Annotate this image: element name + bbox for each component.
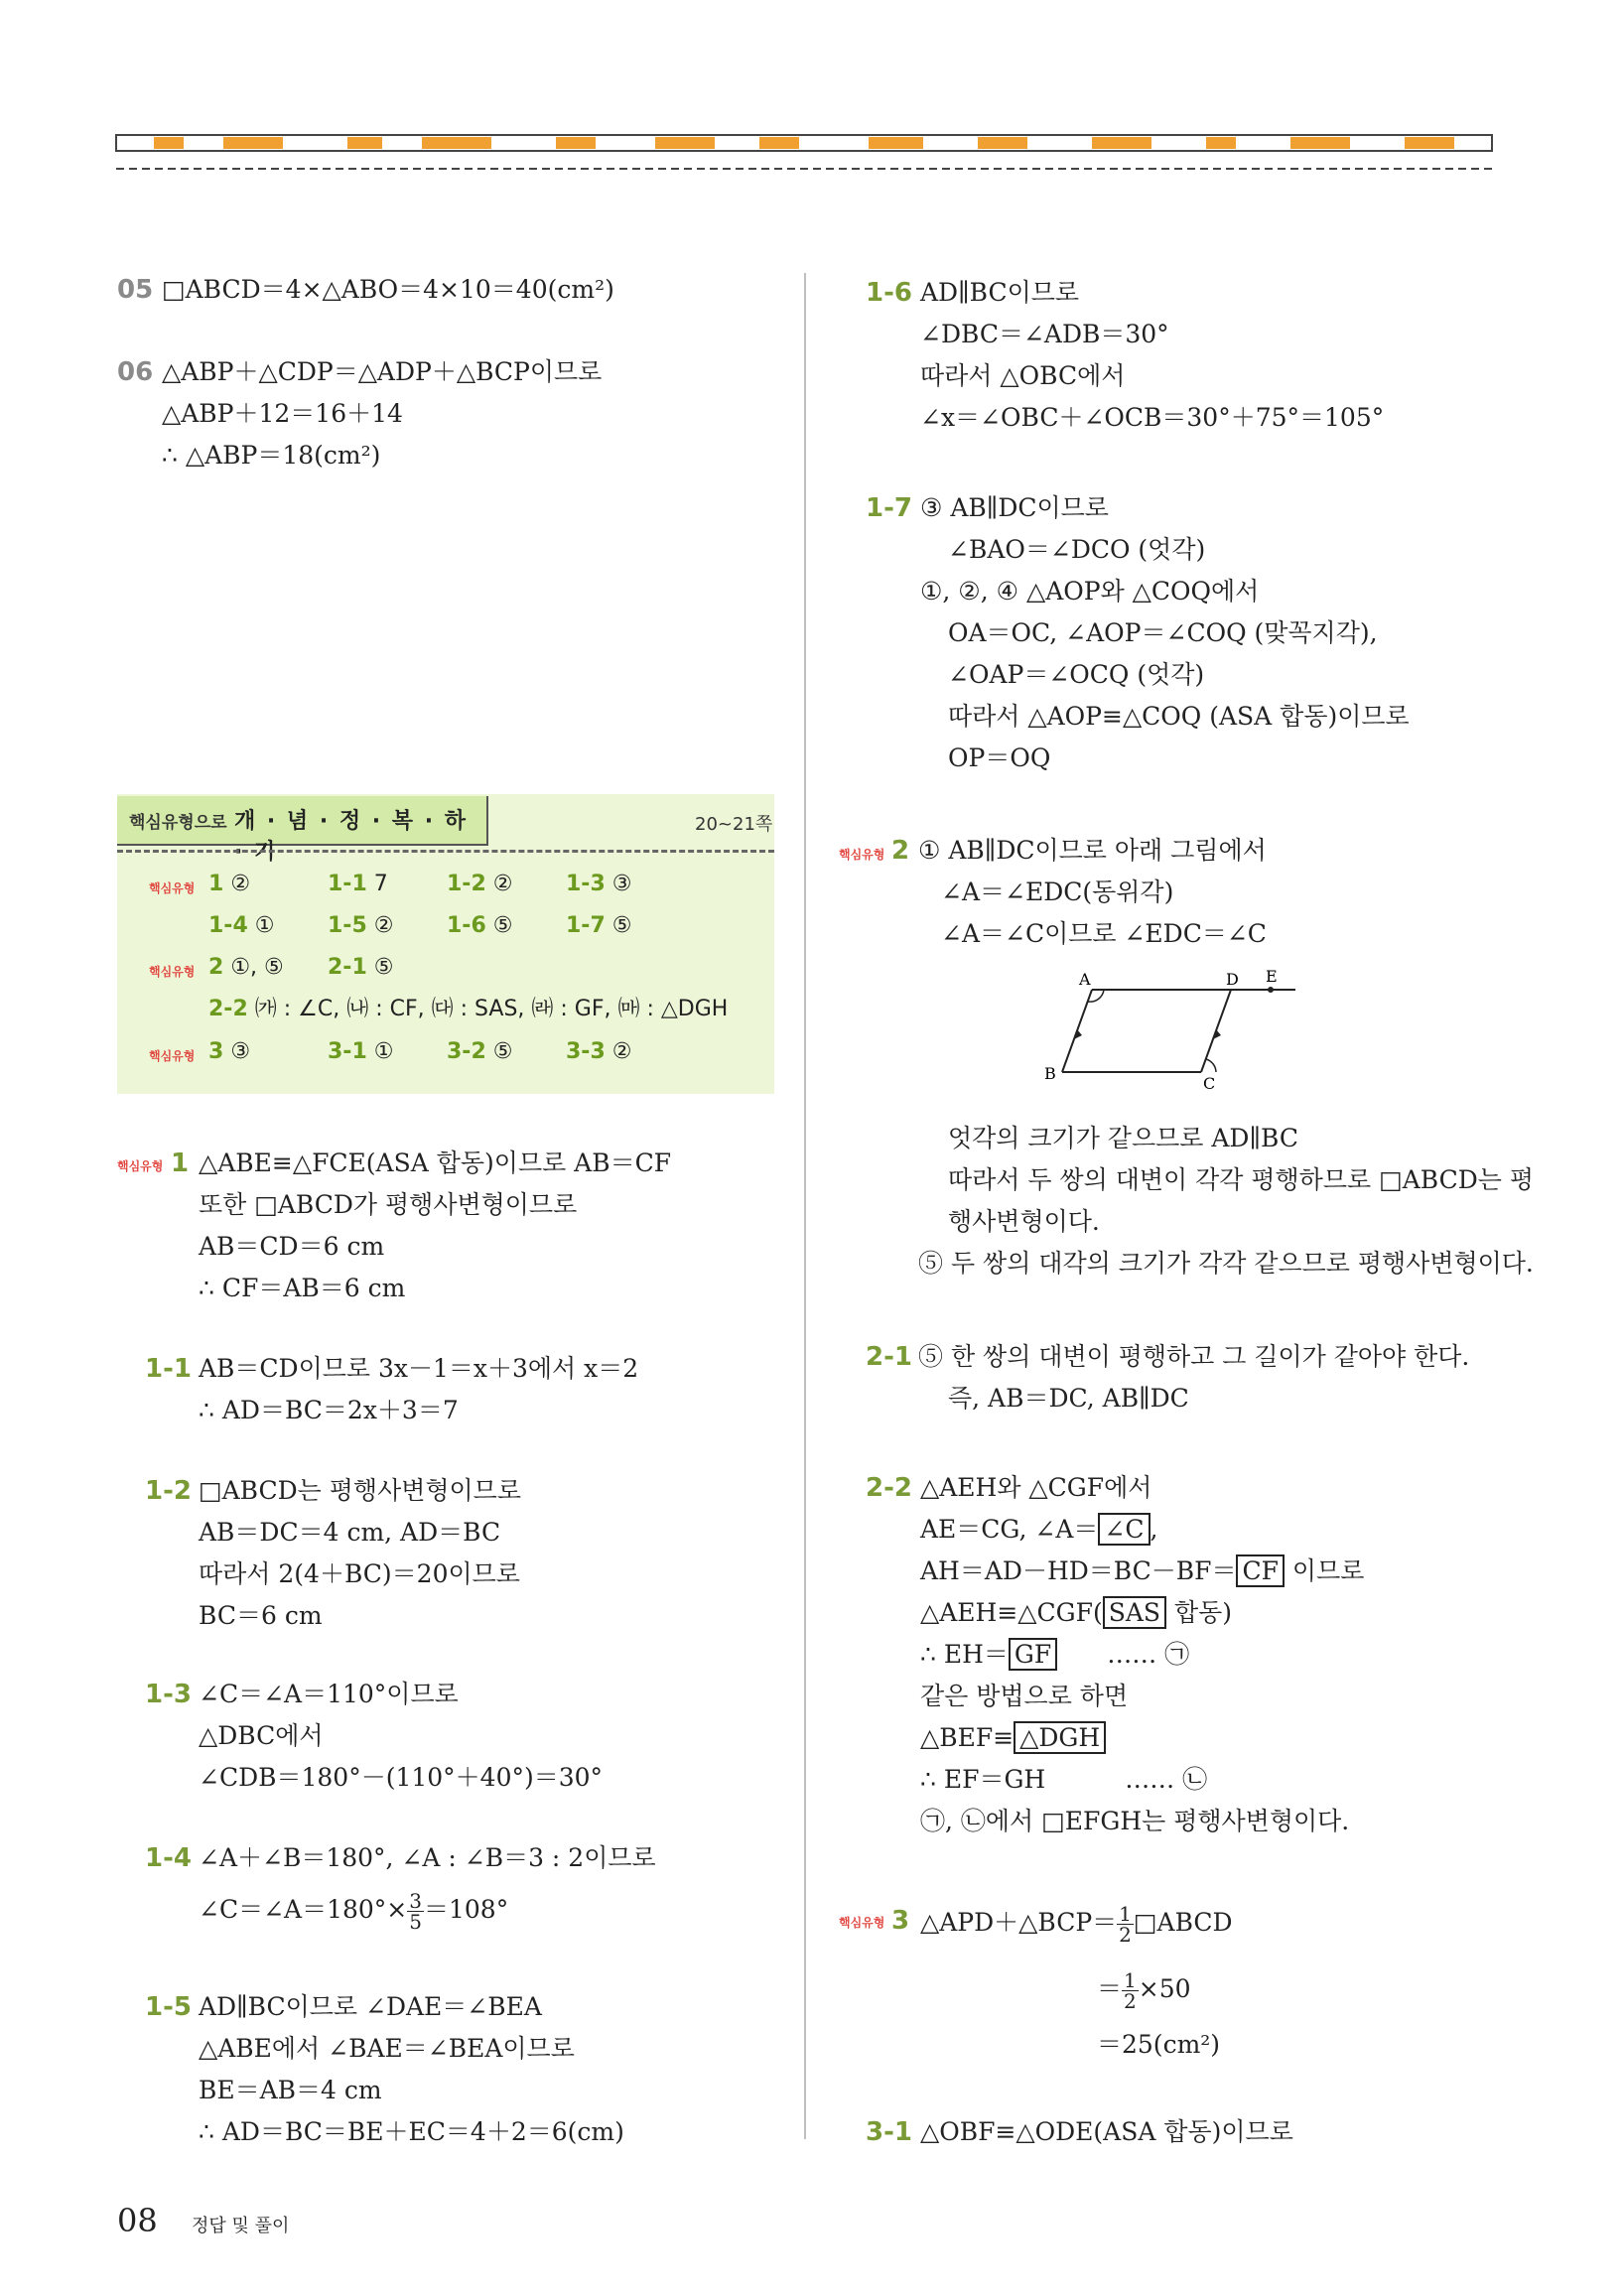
answer-value: ② xyxy=(230,872,251,896)
answer-box: GF xyxy=(1009,1638,1057,1671)
fraction xyxy=(407,1891,424,1932)
problem-number: 1-1 xyxy=(145,1354,192,1384)
expression-text: ×50 xyxy=(1138,1974,1191,2003)
answer-key: 3 xyxy=(208,1039,224,1064)
solution-line: ∴ CF＝AB＝6 cm xyxy=(199,1274,406,1302)
answer-item xyxy=(208,953,284,983)
problem-number: 2 xyxy=(891,836,910,866)
answer-key: 1-3 xyxy=(566,872,606,896)
solution-line: AD∥BC이므로 xyxy=(920,278,1080,307)
fraction-denominator: 2 xyxy=(1124,1989,1137,2013)
core-type-tag: 핵심유형 xyxy=(839,848,885,862)
solution-line: AB＝CD이므로 3x－1＝x＋3에서 x＝2 xyxy=(199,1354,639,1383)
answer-item xyxy=(447,870,512,899)
expression-text: 이므로 xyxy=(1284,1556,1365,1585)
solution-line: AD∥BC이므로 ∠DAE＝∠BEA xyxy=(199,1992,542,2021)
label-d: D xyxy=(1226,970,1239,989)
answer-item xyxy=(208,995,728,1024)
answer-box: ∠C xyxy=(1098,1513,1150,1546)
problem-number: 06 xyxy=(117,357,154,387)
answer-key: 2-1 xyxy=(328,955,367,980)
solution-line: △ABP＋△CDP＝△ADP＋△BCP이므로 xyxy=(162,357,603,386)
answer-key: 1-2 xyxy=(447,872,486,896)
solution-line xyxy=(920,1596,1232,1630)
solution-line: ∴ AD＝BC＝2x＋3＝7 xyxy=(199,1396,459,1424)
solution-line: △ABE에서 ∠BAE＝∠BEA이므로 xyxy=(199,2034,575,2063)
answer-key: 3-3 xyxy=(566,1039,606,1064)
answer-page-range: 20~21쪽 xyxy=(695,814,773,835)
answer-key: 1-5 xyxy=(328,913,367,938)
answer-item xyxy=(208,870,250,899)
answer-value: ② xyxy=(492,872,513,896)
solution-line: □ABCD는 평행사변형이므로 xyxy=(199,1476,521,1505)
expression-text: △BEF≡ xyxy=(920,1723,1015,1752)
solution-line xyxy=(920,1554,1364,1588)
solution-line: △AEH와 △CGF에서 xyxy=(920,1473,1152,1502)
solution-line: □ABCD＝4×△ABO＝4×10＝40(cm²) xyxy=(162,275,614,304)
problem-number: 1-7 xyxy=(866,493,912,523)
problem-number: 05 xyxy=(117,275,154,305)
solution-line: 엇각의 크기가 같으므로 AD∥BC xyxy=(948,1124,1298,1152)
expression-text: △APD＋△BCP＝ xyxy=(920,1908,1118,1937)
expression-text: ＝ xyxy=(1097,1974,1123,2003)
problem-number: 2-2 xyxy=(866,1473,912,1503)
solution-line: 행사변형이다. xyxy=(948,1207,1100,1236)
expression-text: AE＝CG, ∠A＝ xyxy=(920,1515,1099,1544)
solution-line: ∠A＝∠EDC(동위각) xyxy=(941,878,1174,906)
solution-line: 따라서 △OBC에서 xyxy=(920,361,1126,390)
answer-value: ⑤ xyxy=(492,913,513,938)
expression-text: ∠C＝∠A＝180°× xyxy=(199,1895,408,1924)
answer-value: ③ xyxy=(230,1039,251,1064)
solution-line: ∠x＝∠OBC＋∠OCB＝30°＋75°＝105° xyxy=(920,403,1385,432)
problem-number: 3 xyxy=(891,1906,910,1936)
answer-value: ① xyxy=(254,913,275,938)
label-e: E xyxy=(1266,968,1278,986)
core-type-tag: 핵심유형 xyxy=(149,965,196,979)
solution-line: ③ AB∥DC이므로 xyxy=(920,493,1109,522)
answer-box: SAS xyxy=(1103,1596,1166,1629)
answer-item xyxy=(208,1037,250,1067)
label-c: C xyxy=(1203,1074,1216,1093)
solution-line: △DBC에서 xyxy=(199,1721,324,1750)
problem-number: 1-5 xyxy=(145,1992,192,2022)
solution-line: △ABP＋12＝16＋14 xyxy=(162,399,403,428)
answer-key: 1 xyxy=(208,872,224,896)
answer-value: ①, ⑤ xyxy=(230,955,284,980)
fraction-numerator: 1 xyxy=(1124,1968,1137,1992)
solution-line: ①, ②, ④ △AOP와 △COQ에서 xyxy=(920,577,1260,606)
expression-text: ∴ EH＝ xyxy=(920,1640,1009,1669)
solution-line: △ABE≡△FCE(ASA 합동)이므로 AB＝CF xyxy=(199,1148,672,1177)
answer-item xyxy=(328,1037,393,1067)
solution-line xyxy=(920,1721,1106,1755)
core-type-tag: 핵심유형 xyxy=(117,1159,164,1173)
solution-line: ＝25(cm²) xyxy=(1097,2030,1221,2059)
answer-value: ⑤ xyxy=(373,955,394,980)
answer-key: 1-7 xyxy=(566,913,606,938)
solution-line: OA＝OC, ∠AOP＝∠COQ (맞꼭지각), xyxy=(948,618,1378,647)
label-b: B xyxy=(1044,1064,1056,1083)
expression-text: ＝108° xyxy=(423,1895,509,1924)
fraction-numerator: 3 xyxy=(409,1889,422,1913)
fraction-denominator: 5 xyxy=(409,1910,422,1934)
solution-line: ∠CDB＝180°－(110°＋40°)＝30° xyxy=(199,1763,604,1792)
answer-item xyxy=(328,953,393,983)
expression-text: △AEH≡△CGF( xyxy=(920,1598,1103,1627)
solution-line: AB＝CD＝6 cm xyxy=(199,1232,385,1261)
answer-key: 3-1 xyxy=(328,1039,367,1064)
answer-item xyxy=(208,911,274,941)
problem-number: 2-1 xyxy=(866,1342,912,1372)
solution-line: ∠DBC＝∠ADB＝30° xyxy=(920,320,1169,348)
answer-item xyxy=(447,911,512,941)
solution-line xyxy=(1097,1970,1191,2011)
answer-key: 2-2 xyxy=(208,997,248,1021)
answer-value: 7 xyxy=(373,872,388,896)
solution-line: 따라서 △AOP≡△COQ (ASA 합동)이므로 xyxy=(948,702,1410,731)
solution-line xyxy=(920,1638,1189,1672)
solution-line xyxy=(920,1763,1207,1797)
answer-key: 1-6 xyxy=(447,913,486,938)
answer-key: 1-4 xyxy=(208,913,248,938)
solution-line: ⑤ 한 쌍의 대변이 평행하고 그 길이가 같아야 한다. xyxy=(918,1342,1470,1371)
problem-number: 1-2 xyxy=(145,1476,192,1506)
answer-value: ⑤ xyxy=(492,1039,513,1064)
answer-summary-title xyxy=(117,796,488,865)
answer-item xyxy=(566,1037,631,1067)
answer-key: 1-1 xyxy=(328,872,367,896)
answer-key: 2 xyxy=(208,955,224,980)
problem-number: 3-1 xyxy=(866,2117,912,2147)
expression-text: …… ㉠ xyxy=(1107,1640,1190,1669)
solution-line: 따라서 두 쌍의 대변이 각각 평행하므로 □ABCD는 평 xyxy=(948,1165,1535,1194)
expression-text: □ABCD xyxy=(1133,1908,1233,1937)
core-type-tag: 핵심유형 xyxy=(149,881,196,895)
answer-title-main: 개 · 념 · 정 · 복 · 하 · 기 xyxy=(234,809,468,865)
fraction-numerator: 1 xyxy=(1119,1902,1132,1926)
solution-line: ∴ △ABP＝18(cm²) xyxy=(162,441,381,470)
solution-line xyxy=(920,1513,1157,1547)
solution-line: OP＝OQ xyxy=(948,743,1051,772)
solution-line: AB＝DC＝4 cm, AD＝BC xyxy=(199,1518,501,1547)
solution-line: ∠OAP＝∠OCQ (엇각) xyxy=(948,660,1205,689)
expression-text: ∴ EF＝GH xyxy=(920,1765,1046,1794)
answer-value: ② xyxy=(611,1039,632,1064)
answer-key: 3-2 xyxy=(447,1039,486,1064)
core-type-tag: 핵심유형 xyxy=(839,1916,885,1930)
solution-line xyxy=(920,1904,1233,1945)
problem-number: 1-4 xyxy=(145,1843,192,1873)
core-type-tag: 핵심유형 xyxy=(149,1049,196,1063)
fraction xyxy=(1117,1904,1134,1945)
expression-text: 합동) xyxy=(1166,1598,1233,1627)
solution-line xyxy=(199,1891,508,1932)
solution-line: 또한 □ABCD가 평행사변형이므로 xyxy=(199,1190,578,1219)
solution-line: △OBF≡△ODE(ASA 합동)이므로 xyxy=(920,2117,1293,2146)
solution-line: ㉠, ㉡에서 □EFGH는 평행사변형이다. xyxy=(920,1807,1350,1835)
answer-item xyxy=(328,911,393,941)
solution-line: ∠A＝∠C이므로 ∠EDC＝∠C xyxy=(941,919,1267,948)
answer-dashed-divider xyxy=(117,850,774,853)
fraction xyxy=(1122,1970,1139,2011)
solution-line: ① AB∥DC이므로 아래 그림에서 xyxy=(918,836,1267,865)
solution-line: 같은 방법으로 하면 xyxy=(920,1682,1129,1710)
label-a: A xyxy=(1079,970,1091,989)
problem-number: 1-3 xyxy=(145,1680,192,1709)
answer-box: CF xyxy=(1236,1554,1284,1587)
answer-value: ㈎ : ∠C, ㈏ : CF, ㈐ : SAS, ㈑ : GF, ㈒ : △DGH xyxy=(254,997,729,1021)
problem-number: 1-6 xyxy=(866,278,912,308)
page-number: 08 xyxy=(117,2202,158,2239)
expression-text: , xyxy=(1150,1515,1158,1544)
solution-line: ∠A＋∠B＝180°, ∠A : ∠B＝3 : 2이므로 xyxy=(199,1843,656,1872)
column-divider xyxy=(804,273,806,2139)
solution-line: 따라서 2(4＋BC)＝20이므로 xyxy=(199,1559,520,1588)
solution-line: ∴ AD＝BC＝BE＋EC＝4＋2＝6(cm) xyxy=(199,2117,624,2146)
answer-box: △DGH xyxy=(1014,1721,1106,1754)
fraction-denominator: 2 xyxy=(1119,1923,1132,1947)
footer-label: 정답 및 풀이 xyxy=(192,2216,290,2236)
solution-line: ⑤ 두 쌍의 대각의 크기가 각각 같으므로 평행사변형이다. xyxy=(918,1249,1534,1278)
parallelogram-figure xyxy=(1032,968,1330,1097)
answer-item xyxy=(328,870,388,899)
answer-value: ① xyxy=(373,1039,394,1064)
solution-line: 즉, AB＝DC, AB∥DC xyxy=(948,1384,1189,1413)
solution-line: BC＝6 cm xyxy=(199,1601,323,1630)
answer-value: ③ xyxy=(611,872,632,896)
solution-line: ∠BAO＝∠DCO (엇각) xyxy=(948,535,1206,564)
answer-title-prefix: 핵심유형으로 xyxy=(129,813,227,833)
header-decoration xyxy=(114,129,1494,189)
answer-item xyxy=(566,870,631,899)
answer-item xyxy=(447,1037,512,1067)
expression-text: …… ㉡ xyxy=(1125,1765,1208,1794)
solution-line: BE＝AB＝4 cm xyxy=(199,2076,382,2104)
solution-line: ∠C＝∠A＝110°이므로 xyxy=(199,1680,459,1708)
answer-value: ② xyxy=(373,913,394,938)
problem-number: 1 xyxy=(171,1148,190,1178)
expression-text: AH＝AD－HD＝BC－BF＝ xyxy=(920,1556,1237,1585)
answer-item xyxy=(566,911,631,941)
answer-value: ⑤ xyxy=(611,913,632,938)
